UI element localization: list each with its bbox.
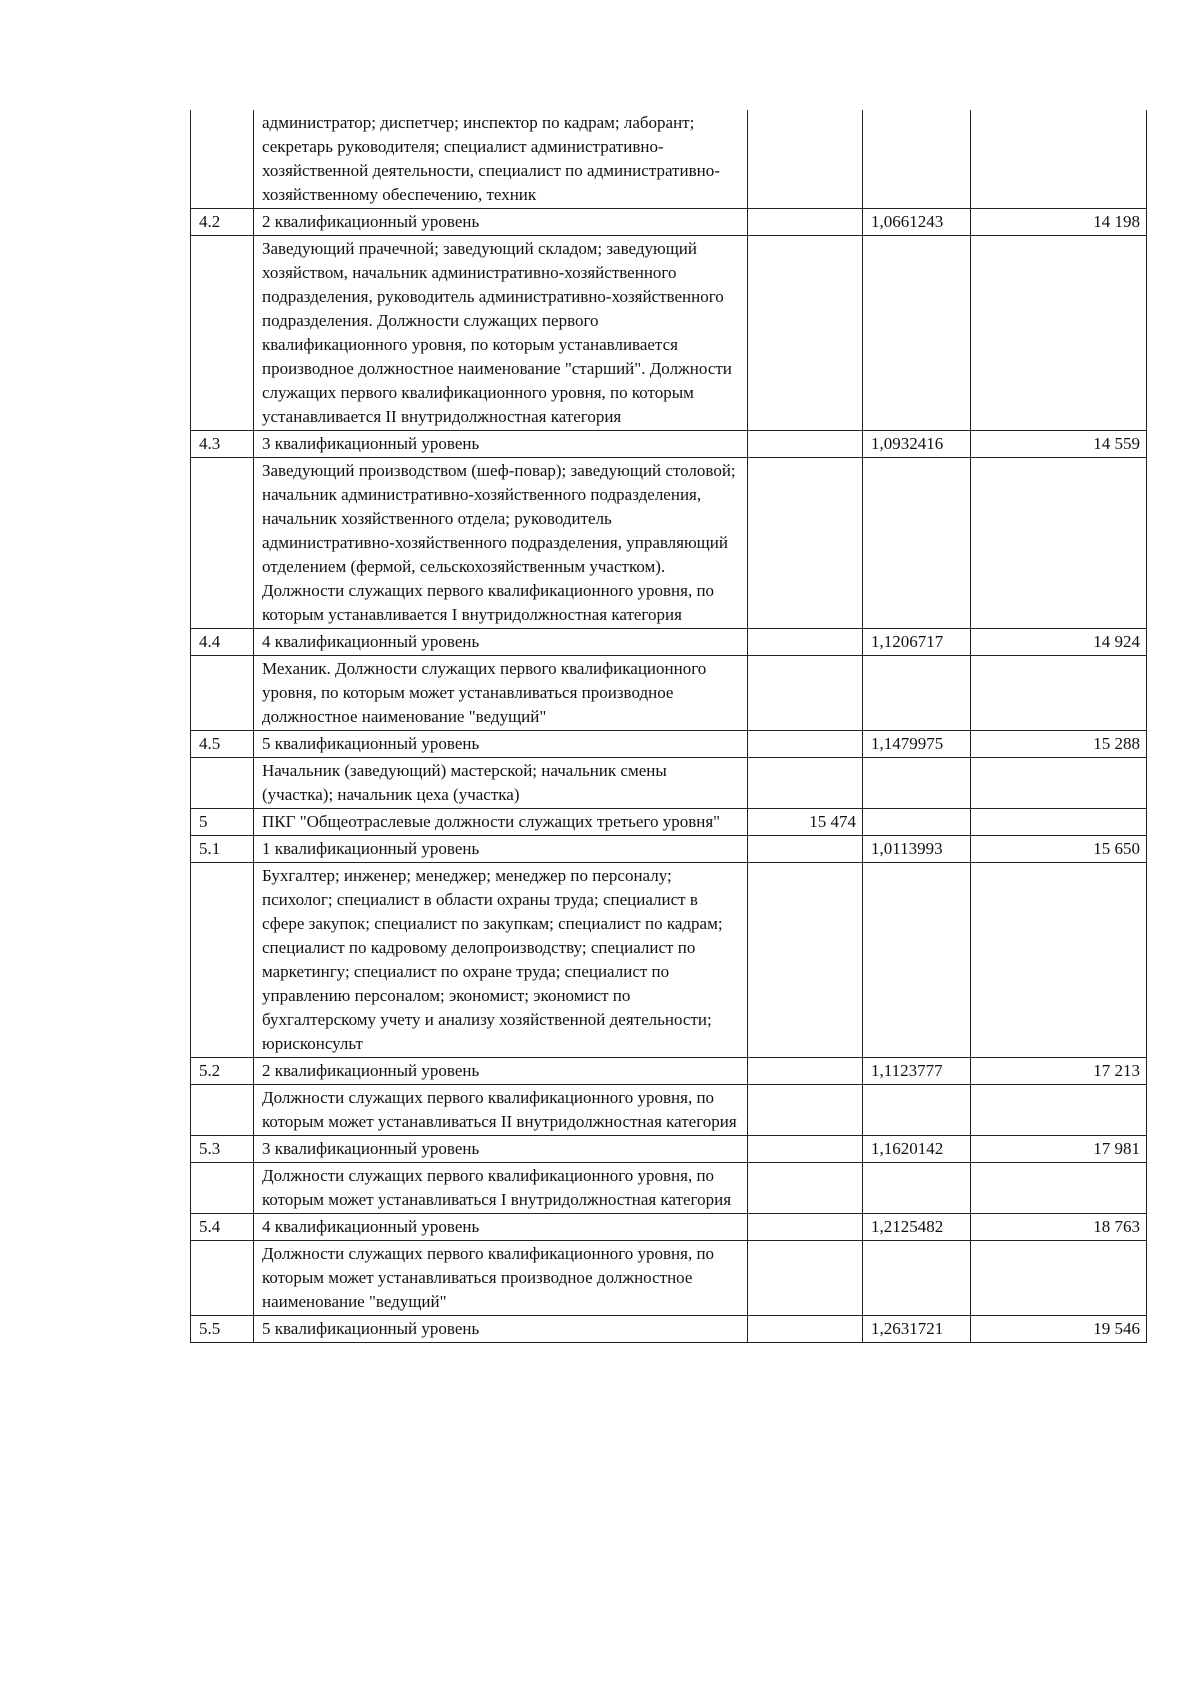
- table-row-description: [191, 1163, 1147, 1214]
- position-name-cell: Должности служащих первого квалификационного уровня, по которым может устанавливаться II внутридолжностная категория: [254, 1085, 748, 1136]
- salary-cell: 15 650: [971, 836, 1147, 863]
- row-number-cell: [191, 1163, 254, 1214]
- row-number-cell: [191, 656, 254, 731]
- position-name-cell: 3 квалификационный уровень: [254, 431, 748, 458]
- position-name-cell: Заведующий производством (шеф-повар); заведующий столовой; начальник административно-хозяйственного подразделения, начальник хозяйственного отдела; руководитель административно-хозяйственного подразделения, управляющий отделением (фермой, сельскохозяйственным участком). Должности служащих первого квалификационного уровня, по которым устанавливается I внутридолжностная категория: [254, 458, 748, 629]
- coefficient-cell: 1,2125482: [863, 1214, 971, 1241]
- table-row-description: [191, 656, 1147, 731]
- row-number-cell: 5.1: [191, 836, 254, 863]
- base-salary-cell: [748, 656, 863, 731]
- table-row-level: [191, 209, 1147, 236]
- salary-cell: 14 198: [971, 209, 1147, 236]
- position-name-cell: 5 квалификационный уровень: [254, 1316, 748, 1343]
- base-salary-cell: [748, 1058, 863, 1085]
- base-salary-cell: [748, 1085, 863, 1136]
- position-name-cell: 4 квалификационный уровень: [254, 629, 748, 656]
- salary-cell: [971, 1241, 1147, 1316]
- table-row-description: [191, 1085, 1147, 1136]
- coefficient-cell: [863, 758, 971, 809]
- base-salary-cell: [748, 431, 863, 458]
- row-number-cell: [191, 758, 254, 809]
- position-name-cell: ПКГ "Общеотраслевые должности служащих третьего уровня": [254, 809, 748, 836]
- position-name-cell: 5 квалификационный уровень: [254, 731, 748, 758]
- table-row-level: [191, 1316, 1147, 1343]
- salary-cell: 18 763: [971, 1214, 1147, 1241]
- table-row-level: [191, 1058, 1147, 1085]
- salary-cell: [971, 236, 1147, 431]
- coefficient-cell: [863, 809, 971, 836]
- position-name-cell: 2 квалификационный уровень: [254, 1058, 748, 1085]
- table-row-level: [191, 431, 1147, 458]
- salary-cell: [971, 458, 1147, 629]
- position-name-cell: 4 квалификационный уровень: [254, 1214, 748, 1241]
- row-number-cell: [191, 236, 254, 431]
- table-row-description: [191, 236, 1147, 431]
- row-number-cell: 4.3: [191, 431, 254, 458]
- salary-cell: [971, 110, 1147, 209]
- base-salary-cell: [748, 863, 863, 1058]
- salary-cell: 19 546: [971, 1316, 1147, 1343]
- table-row-description: [191, 1241, 1147, 1316]
- row-number-cell: 5.4: [191, 1214, 254, 1241]
- position-name-cell: Заведующий прачечной; заведующий складом; заведующий хозяйством, начальник административно-хозяйственного подразделения, руководитель административно-хозяйственного подразделения. Должности служащих первого квалификационного уровня, по которым устанавливается производное должностное наименование "старший". Должности служащих первого квалификационного уровня, по которым устанавливается II внутридолжностная категория: [254, 236, 748, 431]
- coefficient-cell: [863, 458, 971, 629]
- base-salary-cell: [748, 758, 863, 809]
- coefficient-cell: 1,0113993: [863, 836, 971, 863]
- coefficient-cell: 1,0932416: [863, 431, 971, 458]
- row-number-cell: [191, 1241, 254, 1316]
- row-number-cell: 5: [191, 809, 254, 836]
- salary-cell: 14 559: [971, 431, 1147, 458]
- salary-cell: [971, 1085, 1147, 1136]
- position-name-cell: Механик. Должности служащих первого квалификационного уровня, по которым может устанавливаться производное должностное наименование "ведущий": [254, 656, 748, 731]
- table-row-level: [191, 1136, 1147, 1163]
- base-salary-cell: [748, 209, 863, 236]
- base-salary-cell: [748, 1214, 863, 1241]
- row-number-cell: 4.5: [191, 731, 254, 758]
- row-number-cell: [191, 1085, 254, 1136]
- table-row-description: [191, 110, 1147, 209]
- coefficient-cell: [863, 236, 971, 431]
- salary-table: [190, 110, 1147, 1343]
- table-row-level: [191, 809, 1147, 836]
- row-number-cell: 4.2: [191, 209, 254, 236]
- salary-cell: 17 981: [971, 1136, 1147, 1163]
- position-name-cell: Начальник (заведующий) мастерской; начальник смены (участка); начальник цеха (участка): [254, 758, 748, 809]
- coefficient-cell: 1,1479975: [863, 731, 971, 758]
- row-number-cell: 5.3: [191, 1136, 254, 1163]
- coefficient-cell: [863, 1085, 971, 1136]
- salary-cell: [971, 1163, 1147, 1214]
- salary-cell: 14 924: [971, 629, 1147, 656]
- table-row-level: [191, 731, 1147, 758]
- position-name-cell: Должности служащих первого квалификационного уровня, по которым может устанавливаться производное должностное наименование "ведущий": [254, 1241, 748, 1316]
- position-name-cell: Должности служащих первого квалификационного уровня, по которым может устанавливаться I внутридолжностная категория: [254, 1163, 748, 1214]
- salary-cell: [971, 863, 1147, 1058]
- coefficient-cell: [863, 863, 971, 1058]
- table-row-level: [191, 836, 1147, 863]
- position-name-cell: 1 квалификационный уровень: [254, 836, 748, 863]
- coefficient-cell: 1,1206717: [863, 629, 971, 656]
- row-number-cell: [191, 110, 254, 209]
- position-name-cell: Бухгалтер; инженер; менеджер; менеджер по персоналу; психолог; специалист в области охраны труда; специалист в сфере закупок; специалист по закупкам; специалист по кадрам; специалист по кадровому делопроизводству; специалист по маркетингу; специалист по охране труда; специалист по управлению персоналом; экономист; экономист по бухгалтерскому учету и анализу хозяйственной деятельности; юрисконсульт: [254, 863, 748, 1058]
- coefficient-cell: [863, 110, 971, 209]
- row-number-cell: 5.5: [191, 1316, 254, 1343]
- row-number-cell: 4.4: [191, 629, 254, 656]
- base-salary-cell: [748, 1241, 863, 1316]
- salary-cell: 17 213: [971, 1058, 1147, 1085]
- base-salary-cell: [748, 1136, 863, 1163]
- base-salary-cell: 15 474: [748, 809, 863, 836]
- coefficient-cell: [863, 1241, 971, 1316]
- table-row-description: [191, 458, 1147, 629]
- base-salary-cell: [748, 836, 863, 863]
- row-number-cell: [191, 863, 254, 1058]
- position-name-cell: администратор; диспетчер; инспектор по кадрам; лаборант; секретарь руководителя; специалист административно-хозяйственной деятельности, специалист по административно-хозяйственному обеспечению, техник: [254, 110, 748, 209]
- coefficient-cell: 1,1620142: [863, 1136, 971, 1163]
- base-salary-cell: [748, 236, 863, 431]
- table-row-level: [191, 629, 1147, 656]
- table-row-description: [191, 863, 1147, 1058]
- row-number-cell: 5.2: [191, 1058, 254, 1085]
- coefficient-cell: 1,0661243: [863, 209, 971, 236]
- coefficient-cell: 1,1123777: [863, 1058, 971, 1085]
- base-salary-cell: [748, 1316, 863, 1343]
- salary-cell: [971, 809, 1147, 836]
- position-name-cell: 3 квалификационный уровень: [254, 1136, 748, 1163]
- base-salary-cell: [748, 458, 863, 629]
- base-salary-cell: [748, 110, 863, 209]
- salary-cell: [971, 656, 1147, 731]
- salary-cell: [971, 758, 1147, 809]
- base-salary-cell: [748, 731, 863, 758]
- base-salary-cell: [748, 1163, 863, 1214]
- base-salary-cell: [748, 629, 863, 656]
- salary-table-body: [191, 110, 1147, 1343]
- coefficient-cell: 1,2631721: [863, 1316, 971, 1343]
- table-row-description: [191, 758, 1147, 809]
- coefficient-cell: [863, 656, 971, 731]
- row-number-cell: [191, 458, 254, 629]
- position-name-cell: 2 квалификационный уровень: [254, 209, 748, 236]
- coefficient-cell: [863, 1163, 971, 1214]
- table-row-level: [191, 1214, 1147, 1241]
- salary-cell: 15 288: [971, 731, 1147, 758]
